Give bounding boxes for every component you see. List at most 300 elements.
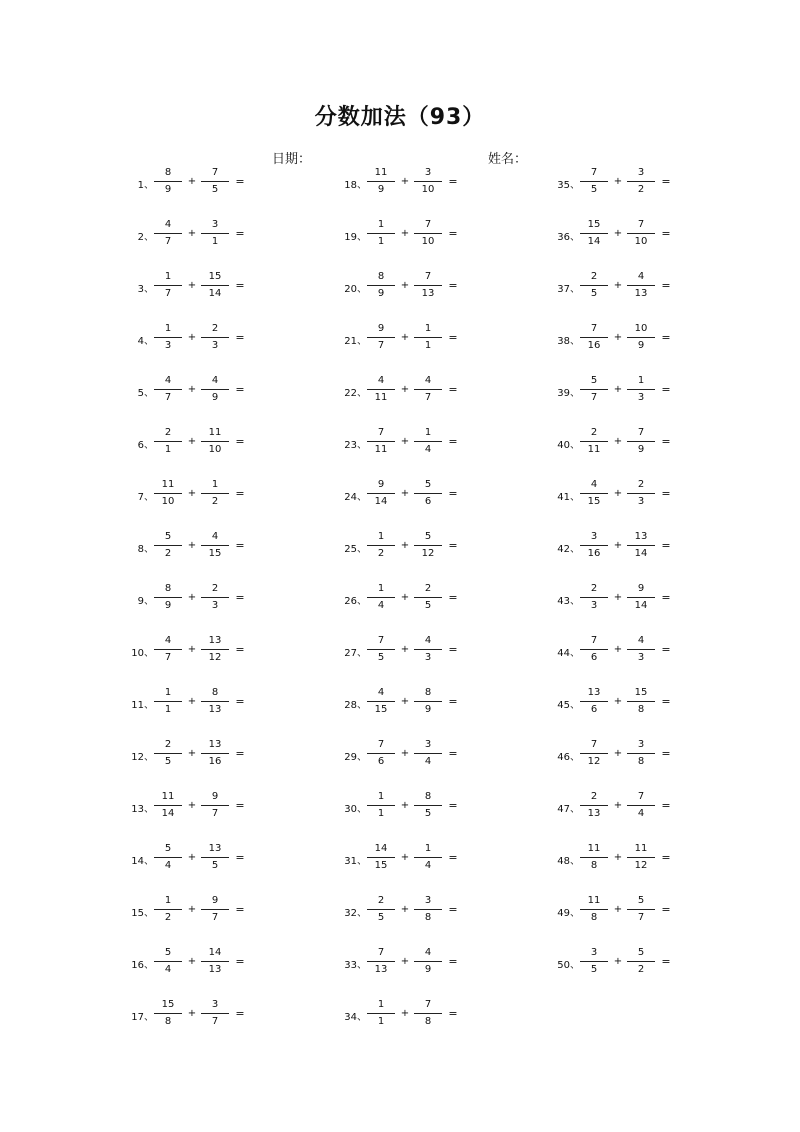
fraction-1 [366,582,396,613]
fraction-1 [366,738,396,769]
fraction-2 [626,426,656,457]
equals-sign: = [448,175,458,188]
equals-sign: = [235,279,245,292]
problem-number: 12、 [131,752,154,763]
numerator: 1 [164,271,172,282]
problem-number: 22、 [344,388,367,399]
numerator: 7 [637,219,645,230]
numerator: 1 [637,375,645,386]
problem-number: 1、 [137,180,154,191]
denominator: 5 [377,652,385,663]
denominator: 7 [211,1016,219,1027]
denominator: 2 [211,496,219,507]
numerator: 13 [208,843,222,854]
fraction-1 [366,218,396,249]
denominator: 14 [161,808,175,819]
numerator: 11 [587,843,601,854]
fraction-1 [153,426,183,457]
fraction-1 [153,790,183,821]
numerator: 13 [587,687,601,698]
problem-row [333,524,533,568]
problem-number: 9、 [137,596,154,607]
denominator: 2 [164,548,172,559]
fraction-1 [579,530,609,561]
problem-row [333,212,533,256]
denominator: 10 [421,184,435,195]
numerator: 5 [424,479,432,490]
denominator: 13 [634,288,648,299]
equals-sign: = [235,695,245,708]
plus-sign: + [613,904,623,915]
fraction-2 [626,166,656,197]
numerator: 11 [208,427,222,438]
numerator: 7 [637,791,645,802]
denominator: 7 [164,288,172,299]
problem-number: 50、 [557,960,580,971]
fraction-2 [200,478,230,509]
numerator: 9 [377,479,385,490]
equals-sign: = [235,383,245,396]
equals-sign: = [448,695,458,708]
page-title: 分数加法（93） [314,105,486,130]
plus-sign: + [400,852,410,863]
problem-row [120,992,320,1036]
denominator: 7 [590,392,598,403]
denominator: 16 [587,340,601,351]
fraction-2 [626,946,656,977]
problem-number: 41、 [557,492,580,503]
numerator: 2 [211,583,219,594]
fraction-2 [200,686,230,717]
plus-sign: + [400,540,410,551]
equals-sign: = [235,747,245,760]
problem-row [120,264,320,308]
problem-row [120,316,320,360]
plus-sign: + [613,800,623,811]
problem-number: 6、 [137,440,154,451]
fraction-2 [200,166,230,197]
denominator: 10 [161,496,175,507]
denominator: 10 [421,236,435,247]
numerator: 4 [637,271,645,282]
problem-row [120,784,320,828]
fraction-2 [200,270,230,301]
numerator: 2 [164,739,172,750]
denominator: 8 [637,704,645,715]
numerator: 8 [211,687,219,698]
problem-row [333,420,533,464]
numerator: 2 [590,791,598,802]
numerator: 2 [637,479,645,490]
problem-number: 3、 [137,284,154,295]
fraction-2 [200,426,230,457]
denominator: 7 [637,912,645,923]
fraction-2 [200,634,230,665]
plus-sign: + [613,592,623,603]
problem-row [333,576,533,620]
denominator: 11 [587,444,601,455]
numerator: 7 [590,739,598,750]
denominator: 5 [590,964,598,975]
plus-sign: + [400,592,410,603]
denominator: 3 [590,600,598,611]
numerator: 5 [164,843,172,854]
plus-sign: + [400,488,410,499]
denominator: 2 [377,548,385,559]
problem-number: 29、 [344,752,367,763]
plus-sign: + [400,1008,410,1019]
problem-row [546,420,746,464]
numerator: 3 [211,999,219,1010]
fraction-2 [413,894,443,925]
fraction-1 [366,478,396,509]
fraction-1 [153,842,183,873]
problem-number: 17、 [131,1012,154,1023]
name-label: 姓名： [488,152,528,167]
fraction-2 [626,530,656,561]
fraction-1 [579,634,609,665]
equals-sign: = [235,175,245,188]
problem-number: 43、 [557,596,580,607]
fraction-2 [413,270,443,301]
problem-row [546,784,746,828]
numerator: 3 [424,895,432,906]
fraction-1 [579,426,609,457]
plus-sign: + [613,540,623,551]
numerator: 2 [590,271,598,282]
fraction-2 [413,634,443,665]
equals-sign: = [448,487,458,500]
equals-sign: = [448,903,458,916]
denominator: 2 [637,964,645,975]
problem-number: 47、 [557,804,580,815]
problem-number: 48、 [557,856,580,867]
numerator: 8 [164,167,172,178]
numerator: 4 [377,375,385,386]
fraction-1 [153,946,183,977]
numerator: 1 [164,687,172,698]
numerator: 11 [161,791,175,802]
equals-sign: = [661,331,671,344]
equals-sign: = [661,903,671,916]
numerator: 8 [424,791,432,802]
fraction-2 [413,374,443,405]
denominator: 15 [587,496,601,507]
numerator: 2 [590,427,598,438]
denominator: 3 [164,340,172,351]
equals-sign: = [235,851,245,864]
equals-sign: = [235,799,245,812]
problem-row [333,472,533,516]
equals-sign: = [448,1007,458,1020]
numerator: 7 [590,635,598,646]
numerator: 1 [377,531,385,542]
denominator: 15 [374,704,388,715]
fraction-2 [413,530,443,561]
numerator: 14 [374,843,388,854]
denominator: 4 [424,860,432,871]
denominator: 6 [377,756,385,767]
numerator: 9 [637,583,645,594]
problem-number: 35、 [557,180,580,191]
denominator: 4 [164,964,172,975]
equals-sign: = [448,799,458,812]
denominator: 4 [424,756,432,767]
date-label: 日期： [272,152,312,167]
problem-number: 18、 [344,180,367,191]
problem-row [120,732,320,776]
problem-number: 26、 [344,596,367,607]
problem-row [120,420,320,464]
denominator: 15 [208,548,222,559]
problem-number: 14、 [131,856,154,867]
plus-sign: + [400,800,410,811]
denominator: 14 [374,496,388,507]
equals-sign: = [235,903,245,916]
fraction-1 [579,270,609,301]
plus-sign: + [400,176,410,187]
numerator: 1 [377,583,385,594]
numerator: 3 [637,739,645,750]
denominator: 8 [164,1016,172,1027]
numerator: 1 [211,479,219,490]
problem-row [333,784,533,828]
denominator: 10 [634,236,648,247]
plus-sign: + [187,1008,197,1019]
fraction-1 [579,946,609,977]
numerator: 7 [211,167,219,178]
problem-number: 19、 [344,232,367,243]
fraction-1 [579,738,609,769]
fraction-2 [200,582,230,613]
fraction-2 [200,374,230,405]
fraction-1 [153,166,183,197]
plus-sign: + [187,592,197,603]
fraction-2 [626,478,656,509]
numerator: 4 [424,375,432,386]
problem-number: 21、 [344,336,367,347]
plus-sign: + [187,488,197,499]
fraction-2 [626,218,656,249]
equals-sign: = [661,383,671,396]
fraction-2 [626,842,656,873]
problem-row [120,836,320,880]
equals-sign: = [235,1007,245,1020]
equals-sign: = [235,331,245,344]
problem-row [546,732,746,776]
fraction-1 [366,166,396,197]
problem-row [120,160,320,204]
equals-sign: = [661,747,671,760]
fraction-1 [153,530,183,561]
numerator: 13 [208,739,222,750]
plus-sign: + [400,384,410,395]
fraction-1 [579,842,609,873]
numerator: 1 [424,323,432,334]
denominator: 5 [211,184,219,195]
numerator: 7 [424,271,432,282]
plus-sign: + [613,644,623,655]
numerator: 4 [637,635,645,646]
denominator: 3 [637,392,645,403]
numerator: 3 [211,219,219,230]
problem-row [546,160,746,204]
fraction-1 [366,426,396,457]
problem-number: 49、 [557,908,580,919]
denominator: 9 [377,184,385,195]
problem-number: 24、 [344,492,367,503]
problem-number: 44、 [557,648,580,659]
plus-sign: + [613,436,623,447]
equals-sign: = [448,227,458,240]
problem-row [120,524,320,568]
numerator: 4 [211,375,219,386]
problem-row [120,680,320,724]
numerator: 5 [590,375,598,386]
fraction-2 [626,738,656,769]
problem-row [333,368,533,412]
plus-sign: + [613,956,623,967]
fraction-2 [413,322,443,353]
fraction-2 [626,582,656,613]
equals-sign: = [661,851,671,864]
equals-sign: = [661,487,671,500]
fraction-2 [626,790,656,821]
denominator: 14 [208,288,222,299]
denominator: 13 [208,704,222,715]
equals-sign: = [235,487,245,500]
plus-sign: + [187,696,197,707]
problem-number: 40、 [557,440,580,451]
denominator: 5 [590,184,598,195]
problem-row [333,680,533,724]
plus-sign: + [400,332,410,343]
plus-sign: + [613,852,623,863]
problem-number: 30、 [344,804,367,815]
numerator: 1 [164,895,172,906]
problem-row [333,160,533,204]
denominator: 7 [211,808,219,819]
fraction-2 [626,322,656,353]
equals-sign: = [235,539,245,552]
plus-sign: + [400,696,410,707]
fraction-1 [153,322,183,353]
denominator: 3 [637,496,645,507]
numerator: 7 [377,739,385,750]
problem-number: 39、 [557,388,580,399]
denominator: 1 [164,444,172,455]
numerator: 7 [377,947,385,958]
equals-sign: = [448,331,458,344]
denominator: 6 [590,704,598,715]
denominator: 7 [164,392,172,403]
numerator: 15 [208,271,222,282]
plus-sign: + [613,488,623,499]
fraction-1 [579,218,609,249]
numerator: 11 [161,479,175,490]
fraction-2 [626,270,656,301]
fraction-2 [626,634,656,665]
denominator: 16 [587,548,601,559]
numerator: 5 [164,947,172,958]
denominator: 3 [637,652,645,663]
fraction-1 [153,894,183,925]
problem-row [120,212,320,256]
fraction-1 [153,374,183,405]
equals-sign: = [235,955,245,968]
plus-sign: + [400,280,410,291]
denominator: 7 [164,236,172,247]
numerator: 11 [374,167,388,178]
fraction-1 [153,634,183,665]
denominator: 13 [587,808,601,819]
problem-number: 34、 [344,1012,367,1023]
numerator: 3 [424,167,432,178]
numerator: 13 [634,531,648,542]
problem-row [333,264,533,308]
problem-row [120,628,320,672]
problem-row [546,576,746,620]
denominator: 12 [421,548,435,559]
problem-row [120,472,320,516]
equals-sign: = [448,851,458,864]
numerator: 10 [634,323,648,334]
problem-row [546,212,746,256]
denominator: 14 [634,548,648,559]
denominator: 9 [637,444,645,455]
fraction-1 [153,218,183,249]
plus-sign: + [613,696,623,707]
numerator: 11 [634,843,648,854]
problem-row [333,836,533,880]
plus-sign: + [187,748,197,759]
equals-sign: = [661,955,671,968]
fraction-2 [413,686,443,717]
problem-number: 27、 [344,648,367,659]
denominator: 7 [211,912,219,923]
numerator: 8 [164,583,172,594]
plus-sign: + [400,228,410,239]
problem-number: 37、 [557,284,580,295]
numerator: 1 [377,791,385,802]
fraction-2 [413,166,443,197]
fraction-1 [579,894,609,925]
plus-sign: + [187,956,197,967]
problem-number: 23、 [344,440,367,451]
fraction-1 [366,374,396,405]
denominator: 5 [424,808,432,819]
fraction-1 [366,946,396,977]
fraction-2 [200,894,230,925]
denominator: 5 [590,288,598,299]
fraction-1 [579,582,609,613]
problem-number: 32、 [344,908,367,919]
denominator: 9 [164,184,172,195]
problem-row [120,940,320,984]
problem-row [333,628,533,672]
problem-number: 13、 [131,804,154,815]
fraction-1 [579,686,609,717]
plus-sign: + [187,644,197,655]
plus-sign: + [613,176,623,187]
denominator: 6 [590,652,598,663]
denominator: 9 [424,964,432,975]
fraction-1 [579,166,609,197]
denominator: 11 [374,444,388,455]
fraction-2 [413,998,443,1029]
problem-row [333,316,533,360]
numerator: 8 [377,271,385,282]
